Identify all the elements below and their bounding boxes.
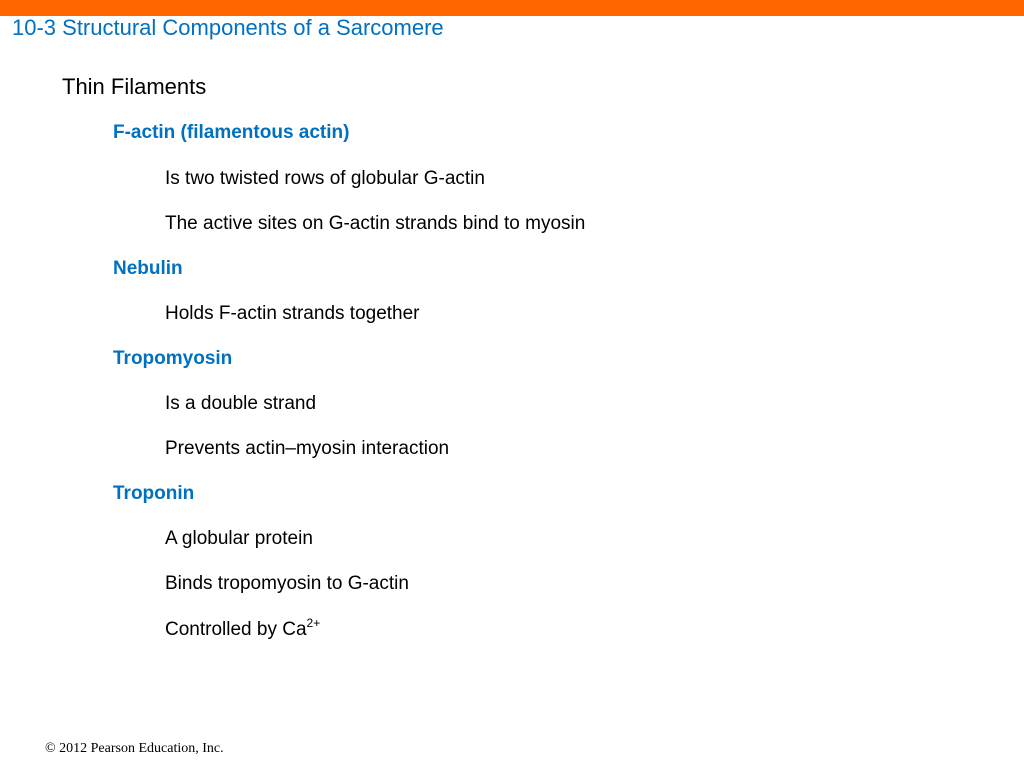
point-troponin-3-text: Controlled by Ca: [165, 619, 307, 640]
point-f-actin-1: Is two twisted rows of globular G-actin: [165, 168, 485, 189]
slide-title: 10-3 Structural Components of a Sarcomere: [12, 15, 444, 40]
point-troponin-2: Binds tropomyosin to G-actin: [165, 573, 409, 594]
section-heading: Thin Filaments: [62, 74, 207, 99]
copyright-icon: ©: [45, 741, 56, 756]
point-f-actin-2: The active sites on G-actin strands bind to myosin: [165, 213, 586, 234]
subheading-tropomyosin: Tropomyosin: [113, 348, 233, 369]
point-troponin-1: A globular protein: [165, 528, 313, 549]
subheading-nebulin: Nebulin: [113, 258, 183, 279]
point-nebulin-1: Holds F-actin strands together: [165, 303, 420, 324]
calcium-charge-superscript: 2+: [306, 616, 321, 630]
point-tropomyosin-2: Prevents actin–myosin interaction: [165, 438, 450, 459]
point-troponin-3: [165, 618, 320, 642]
subheading-f-actin: F-actin (filamentous actin): [113, 122, 350, 143]
copyright-text: 2012 Pearson Education, Inc.: [55, 741, 224, 756]
subheading-troponin: Troponin: [113, 483, 195, 504]
copyright-footer: [45, 740, 224, 758]
point-tropomyosin-1: Is a double strand: [165, 393, 317, 414]
